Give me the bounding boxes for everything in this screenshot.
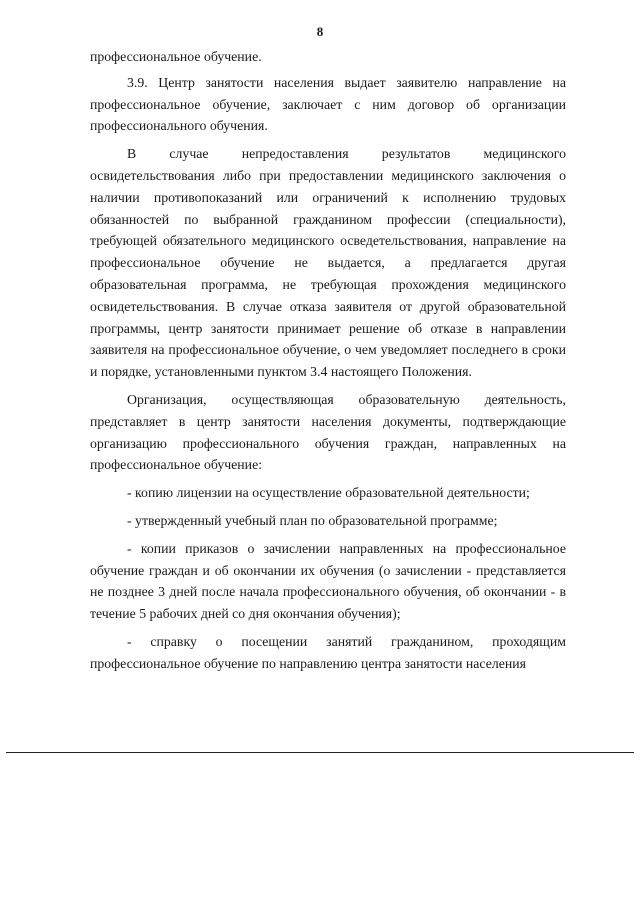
list-item-attendance: - справку о посещении занятий гражданином, проходящим профессиональное обучение по направлению центра занятости населения	[90, 633, 566, 671]
paragraph-medical-exam: В случае непредоставления результатов медицинского освидетельствования либо при предоставлении медицинского заключения о наличии противопоказаний или ограничений к исполнению трудовых обязанностей по выбранной гражданином профессии (специальности), требующей обязательного медицинского осведетельствования, направление на профессиональное обучение не выдается, а предлагается другая образовательная программа, не требующая прохождения медицинского освидетельствования. В случае отказа заявителя от другой образовательной программы, центр занятости принимает решение об отказе в направлении заявителя на профессиональное обучение, о чем уведомляет последнего в сроки и порядке, установленными пунктом 3.4 настоящего Положения.	[90, 146, 566, 380]
list-item-license: - копию лицензии на осуществление образовательной деятельности;	[127, 485, 530, 501]
list-item-curriculum: - утвержденный учебный план по образовательной программе;	[127, 512, 498, 528]
horizontal-rule	[6, 752, 634, 753]
paragraph-organization-documents: Организация, осуществляющая образовательную деятельность, представляет в центр занятости населения документы, подтверждающие организацию профессионального обучения граждан, направленных на профессиональное обучение:	[90, 391, 566, 473]
paragraph-clause-3-9: 3.9. Центр занятости населения выдает заявителю направление на профессиональное обучение, заключает с ним договор об организации профессионального обучения.	[90, 74, 566, 134]
document-body	[90, 46, 566, 681]
paragraph-continuation: профессиональное обучение.	[90, 49, 262, 64]
page-number: 8	[316, 24, 324, 39]
list-item-orders: - копии приказов о зачислении направленных на профессиональное обучение граждан и об окончании их обучения (о зачислении - представляется не позднее 3 дней после начала профессионального обучения, об окончании - в течение 5 рабочих дней со дня окончания обучения);	[90, 540, 566, 622]
